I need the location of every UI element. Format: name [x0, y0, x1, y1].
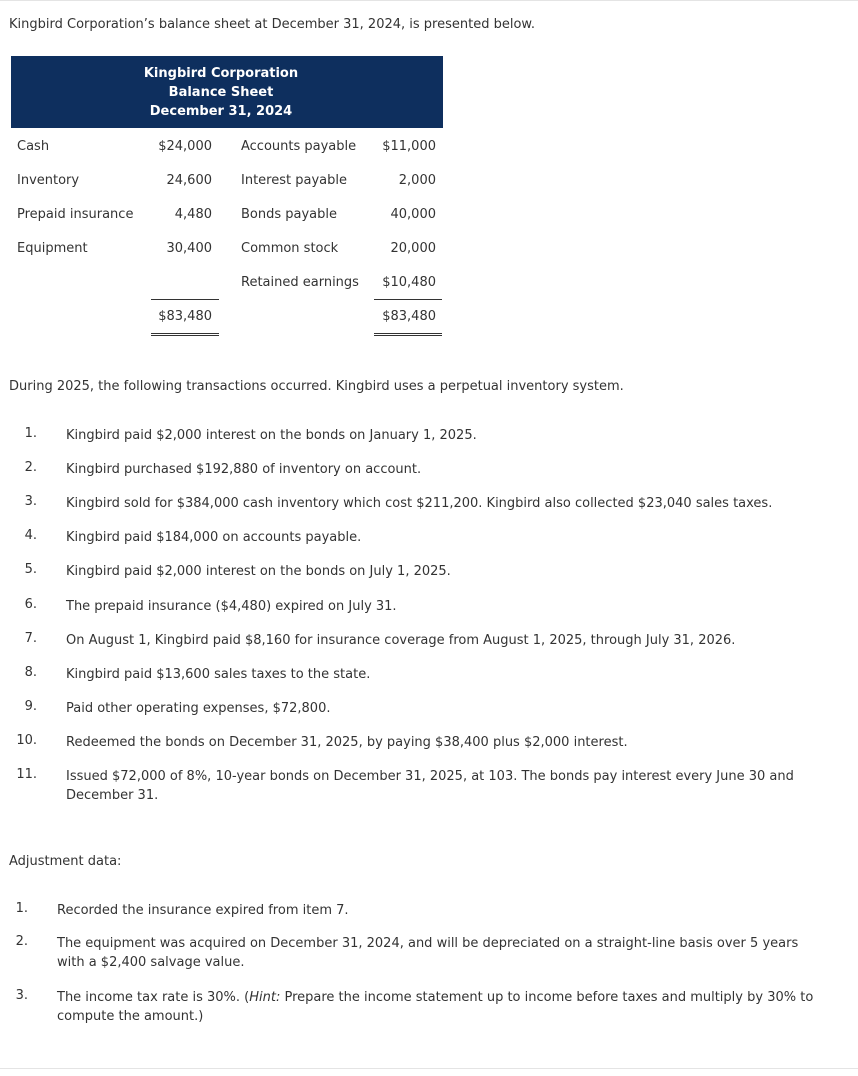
list-number: 8.: [24, 665, 37, 680]
list-item: Redeemed the bonds on December 31, 2025, by paying $38,400 plus $2,000 interest.: [66, 735, 628, 750]
liability-label: Interest payable: [241, 173, 347, 188]
list-item: Paid other operating expenses, $72,800.: [66, 701, 331, 716]
top-divider: [0, 0, 858, 1]
list-item: Kingbird sold for $384,000 cash inventory which cost $211,200. Kingbird also collected $23,040 sales taxes.: [66, 496, 773, 511]
list-number: 1.: [24, 426, 37, 441]
equity-amount: $10,480: [382, 275, 436, 290]
asset-label: Prepaid insurance: [17, 207, 134, 222]
list-number: 4.: [24, 528, 37, 543]
asset-label: Equipment: [17, 241, 88, 256]
list-number: 11.: [16, 767, 37, 782]
liability-amount: 40,000: [390, 207, 436, 222]
total-rule-liabilities: [374, 299, 442, 300]
asset-amount: 4,480: [174, 207, 212, 222]
company-name: Kingbird Corporation: [143, 65, 299, 81]
list-number: 1.: [15, 901, 28, 916]
adjustment-heading: Adjustment data:: [9, 854, 122, 869]
liability-label: Bonds payable: [241, 207, 338, 222]
list-number: 2.: [15, 934, 28, 949]
liability-amount: 2,000: [398, 173, 436, 188]
intro-text: Kingbird Corporation’s balance sheet at December 31, 2024, is presented below.: [9, 17, 535, 32]
adjustment-text: Prepare the income statement up to income before taxes and multiply by 30% to compute the amount.): [57, 990, 814, 1024]
total-assets: $83,480: [158, 309, 212, 324]
list-item: Recorded the insurance expired from item 7.: [57, 903, 349, 918]
list-number: 3.: [24, 494, 37, 509]
equity-label: Retained earnings: [241, 275, 359, 290]
transactions-intro: During 2025, the following transactions occurred. Kingbird uses a perpetual inventory system.: [9, 379, 624, 394]
statement-name: Balance Sheet: [168, 84, 274, 100]
equity-amount: 20,000: [390, 241, 436, 256]
double-rule-liabilities: [374, 333, 442, 336]
list-item: Kingbird paid $13,600 sales taxes to the state.: [66, 667, 371, 682]
liability-label: Accounts payable: [241, 139, 357, 154]
list-item: The prepaid insurance ($4,480) expired on July 31.: [66, 599, 397, 614]
asset-amount: $24,000: [158, 139, 212, 154]
list-number: 3.: [15, 988, 28, 1003]
asset-amount: 30,400: [166, 241, 212, 256]
statement-date: December 31, 2024: [149, 103, 293, 119]
total-rule-assets: [151, 299, 219, 300]
total-liabilities-equity: $83,480: [382, 309, 436, 324]
list-number: 9.: [24, 699, 37, 714]
list-item: Issued $72,000 of 8%, 10-year bonds on December 31, 2025, at 103. The bonds pay interest every June 30 and December 31.: [66, 769, 794, 803]
list-item: [57, 988, 827, 1026]
list-number: 6.: [24, 597, 37, 612]
list-number: 7.: [24, 631, 37, 646]
bottom-divider: [0, 1068, 858, 1069]
asset-label: Inventory: [17, 173, 80, 188]
list-number: 5.: [24, 562, 37, 577]
list-item: Kingbird paid $2,000 interest on the bonds on July 1, 2025.: [66, 564, 451, 579]
equity-label: Common stock: [241, 241, 339, 256]
list-item: Kingbird paid $184,000 on accounts payable.: [66, 530, 362, 545]
list-number: 10.: [16, 733, 37, 748]
liability-amount: $11,000: [382, 139, 436, 154]
list-item: The equipment was acquired on December 31, 2024, and will be depreciated on a straight-line basis over 5 years with a $2,400 salvage value.: [57, 936, 799, 970]
balance-sheet-header: [11, 56, 443, 128]
double-rule-assets: [151, 333, 219, 336]
adjustment-text: The income tax rate is 30%. (: [57, 990, 250, 1005]
list-number: 2.: [24, 460, 37, 475]
hint-label: Hint:: [249, 990, 281, 1005]
asset-label: Cash: [17, 139, 50, 154]
list-item: Kingbird paid $2,000 interest on the bonds on January 1, 2025.: [66, 428, 477, 443]
list-item: On August 1, Kingbird paid $8,160 for insurance coverage from August 1, 2025, through July 31, 2026.: [66, 633, 736, 648]
asset-amount: 24,600: [166, 173, 212, 188]
list-item: Kingbird purchased $192,880 of inventory on account.: [66, 462, 422, 477]
